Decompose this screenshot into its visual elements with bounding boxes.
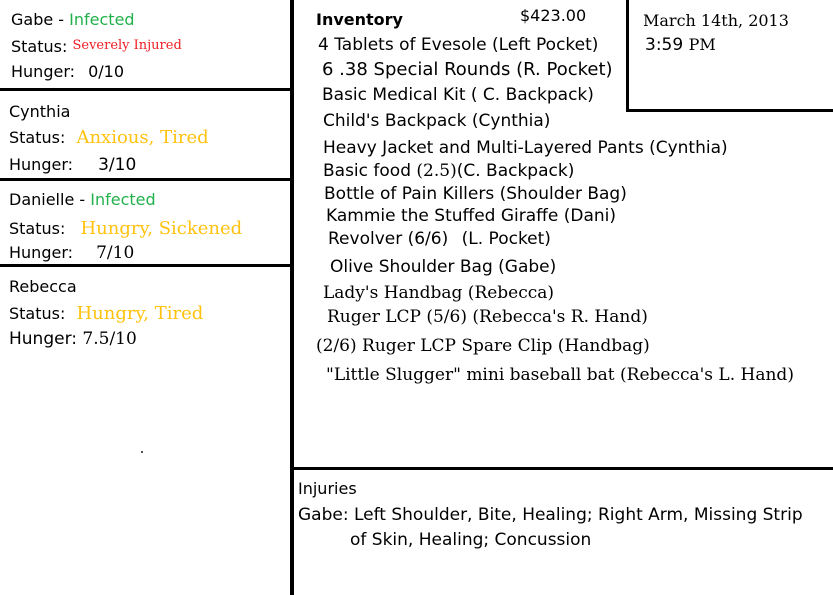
cynthia-hunger-label: Hunger:	[9, 155, 73, 174]
rebecca-hunger-label: Hunger:	[9, 329, 77, 349]
datetime-box-bottom-border	[626, 109, 833, 112]
inventory-item: Olive Shoulder Bag (Gabe)	[330, 257, 557, 277]
rebecca-status-label: Status:	[9, 304, 66, 323]
danielle-status-value: Hungry, Sickened	[80, 218, 243, 239]
danielle-hunger-value: 7/10	[96, 243, 135, 263]
danielle-divider	[0, 264, 292, 267]
danielle-hunger-label: Hunger:	[9, 243, 73, 262]
cynthia-status-label: Status:	[9, 128, 66, 147]
cynthia-divider	[0, 178, 292, 181]
danielle-separator: -	[74, 190, 91, 209]
cynthia-hunger-value: 3/10	[98, 155, 137, 175]
date-text: March 14th, 2013	[643, 11, 789, 30]
injuries-title: Injuries	[298, 479, 357, 498]
danielle-condition: Infected	[90, 190, 156, 209]
danielle-status-label: Status:	[9, 219, 66, 238]
inventory-title: Inventory	[316, 10, 403, 29]
inventory-item: Bottle of Pain Killers (Shoulder Bag)	[324, 184, 627, 204]
inventory-item: Heavy Jacket and Multi-Layered Pants (Cynthia)	[323, 138, 728, 158]
stray-dot	[141, 451, 143, 453]
inventory-item: Lady's Handbag (Rebecca)	[323, 283, 555, 303]
gabe-hunger-label: Hunger:	[11, 62, 75, 81]
gabe-name: Gabe	[11, 10, 54, 29]
inventory-item: Kammie the Stuffed Giraffe (Dani)	[326, 206, 617, 226]
cynthia-status-value: Anxious, Tired	[76, 127, 209, 148]
time-text: 3:59	[645, 35, 684, 55]
inventory-item: Basic food	[323, 161, 411, 181]
inventory-item: 6 .38 Special Rounds (R. Pocket)	[322, 59, 613, 80]
inventory-item: Revolver (6/6)	[328, 229, 449, 249]
time-ampm: PM	[688, 35, 716, 54]
inventory-item: 4 Tablets of Evesole (Left Pocket)	[318, 35, 599, 55]
danielle-name: Danielle	[9, 190, 75, 209]
cynthia-name: Cynthia	[9, 102, 71, 121]
gabe-status-value: Severely Injured	[72, 38, 182, 53]
inventory-item: Ruger LCP (5/6) (Rebecca's R. Hand)	[327, 307, 648, 327]
inventory-item: Basic Medical Kit ( C. Backpack)	[322, 85, 594, 105]
datetime-box-left-border	[626, 0, 629, 112]
gabe-divider	[0, 88, 292, 91]
revolver-location: (L. Pocket)	[461, 229, 551, 249]
inventory-item: (2/6) Ruger LCP Spare Clip (Handbag)	[316, 336, 650, 356]
rebecca-name: Rebecca	[9, 277, 77, 296]
gabe-condition: Infected	[69, 10, 135, 29]
inventory-item: Child's Backpack (Cynthia)	[323, 111, 551, 131]
money-amount: $423.00	[520, 6, 587, 25]
injuries-line: Gabe: Left Shoulder, Bite, Healing; Right Arm, Missing Strip	[298, 505, 803, 525]
gabe-hunger-value: 0/10	[88, 62, 125, 81]
gabe-status-label: Status:	[11, 37, 68, 56]
injuries-divider	[292, 467, 833, 470]
rebecca-status-value: Hungry, Tired	[76, 303, 204, 324]
injuries-line: of Skin, Healing; Concussion	[350, 530, 592, 550]
rebecca-hunger-value: 7.5/10	[82, 329, 137, 349]
food-location: (C. Backpack)	[456, 161, 575, 181]
gabe-separator: -	[53, 10, 70, 29]
inventory-item: "Little Slugger" mini baseball bat (Rebecca's L. Hand)	[326, 365, 794, 385]
food-quantity: (2.5)	[416, 161, 457, 181]
